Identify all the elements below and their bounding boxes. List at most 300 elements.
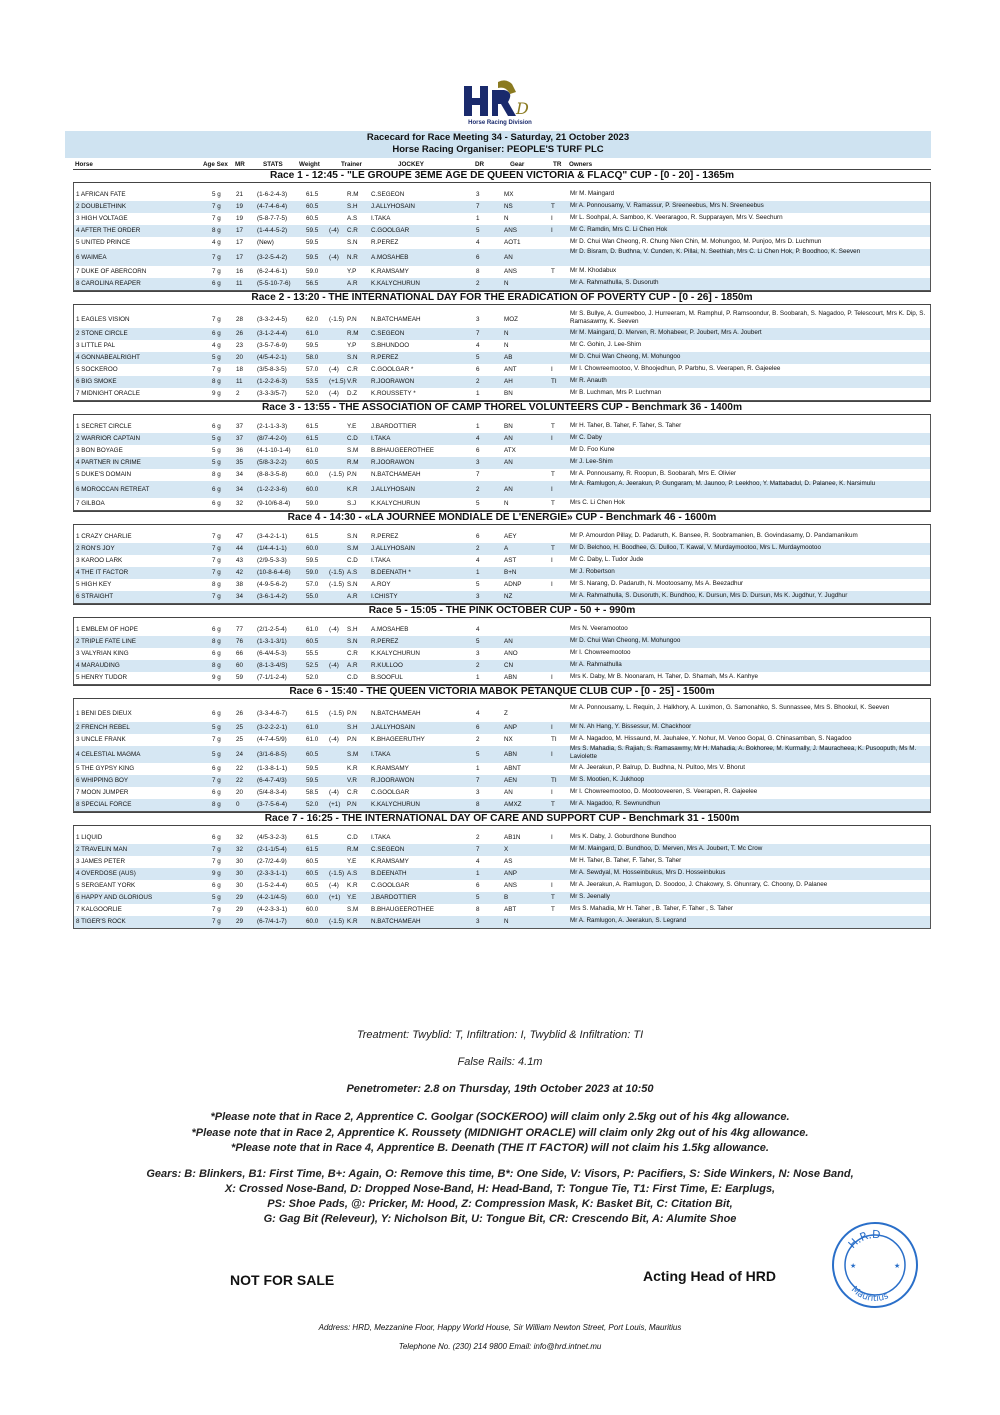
draw: 1 <box>476 390 480 397</box>
runner-row <box>74 618 930 636</box>
false-rails-note: False Rails: 4.1m <box>457 1056 543 1068</box>
trainer: V.R <box>347 777 357 784</box>
runner-row <box>74 525 930 543</box>
age-sex: 7 g <box>212 918 221 925</box>
form-stats: (New) <box>257 239 274 246</box>
form-stats: (5/8-3-2-2) <box>257 459 287 466</box>
race-section <box>73 604 931 685</box>
runner-row <box>74 880 930 892</box>
form-stats: (4-7-4-5/9) <box>257 736 287 743</box>
jockey: J.ALLYHOSAIN <box>371 203 415 210</box>
owners: Mr A. Jeerakun, A. Ramlugon, D. Soodoo, J. Chakowry, S. Ghunrary, C. Choony, D. Palanee <box>570 881 828 888</box>
race-section <box>73 401 931 511</box>
trainer: Y.E <box>347 894 357 901</box>
weight: 59.0 <box>306 268 319 275</box>
trainer: Y.P <box>347 342 357 349</box>
address: Address: HRD, Mezzanine Floor, Happy World House, Sir William Newton Street, Port Louis, Mauritius <box>318 1323 682 1332</box>
weight: 61.5 <box>306 191 319 198</box>
race-section <box>73 812 931 929</box>
jockey: I.CHISTY <box>371 593 398 600</box>
horse-name: 1 SECRET CIRCLE <box>76 423 132 430</box>
draw: 1 <box>476 870 480 877</box>
col-mr: MR <box>235 161 245 168</box>
merit-rating: 29 <box>236 906 244 913</box>
trainer: R.M <box>347 330 359 337</box>
merit-rating: 19 <box>236 215 244 222</box>
form-stats: (1/4-4-1-1) <box>257 545 287 552</box>
gear: ANS <box>504 227 517 234</box>
owners: Mr J. Lee-Shim <box>570 458 613 465</box>
jockey: A.ROY <box>371 581 391 588</box>
form-stats: (3-7-5-6-4) <box>257 801 288 808</box>
weight: 60.0 <box>306 486 319 493</box>
merit-rating: 20 <box>236 789 244 796</box>
merit-rating: 24 <box>236 751 244 758</box>
runner-row <box>74 445 930 457</box>
age-sex: 6 g <box>212 834 221 841</box>
age-sex: 6 g <box>212 765 221 772</box>
form-stats: (4-9-5-6-2) <box>257 581 288 588</box>
treatment: T <box>551 801 555 808</box>
horse-name: 1 BENI DES DIEUX <box>76 710 132 717</box>
race-section <box>73 511 931 604</box>
logo-caption: Horse Racing Division <box>468 120 532 126</box>
jockey: R.PEREZ <box>371 638 399 645</box>
form-stats: (2/9-5-3-3) <box>257 557 287 564</box>
draw: 5 <box>476 894 480 901</box>
weight: 60.0 <box>306 894 319 901</box>
owners: Mr M. Maingard, D. Merven, R. Mohabeer, P. Joubert, Mrs A. Joubert <box>570 329 762 336</box>
age-sex: 5 g <box>212 894 221 901</box>
weight-adjustment: (-4) <box>329 736 339 743</box>
gears-legend-4: G: Gag Bit (Releveur), Y: Nicholson Bit, U: Tongue Bit, CR: Crescendo Bit, A: Alumite Shoe <box>263 1213 737 1225</box>
runner-row <box>74 278 930 290</box>
treatment: I <box>551 486 553 493</box>
hrd-stamp <box>830 1220 920 1310</box>
jockey: K.RAMSAMY <box>371 268 409 275</box>
gear: BN <box>504 390 513 397</box>
form-stats: (1-6-2-4-3) <box>257 191 288 198</box>
allowance-note-3: *Please note that in Race 4, Apprentice B. Deenath (THE IT FACTOR) will not claim his 1.5kg allowance. <box>231 1142 769 1154</box>
horse-name: 6 STRAIGHT <box>76 593 114 600</box>
runner-row <box>74 591 930 603</box>
gear: N <box>504 330 509 337</box>
gear: ABT <box>504 906 517 913</box>
draw: 5 <box>476 500 480 507</box>
svg-text:★: ★ <box>894 1263 901 1270</box>
jockey: R.JOORAWON <box>371 378 415 385</box>
runner-row <box>74 415 930 433</box>
treatment: T <box>551 471 555 478</box>
owners: Mr L. Soohpal, A. Samboo, K. Veeraragoo, R. Supparayen, Mrs V. Seechurn <box>570 214 783 221</box>
race-runners <box>73 415 931 511</box>
trainer: S.N <box>347 239 358 246</box>
owners: Mr A. Rahmathulla <box>570 661 622 668</box>
owners: Mr A. Ponnousamy, L. Requin, J. Halkhory, A. Luximon, G. Samonahko, S. Sunnassee, Mrs S. Bhookul, K. Seeven <box>570 704 890 711</box>
col-owners: Owners <box>569 161 593 168</box>
owners: Mr S. Narang, D. Padaruth, N. Mootoosamy, Ms A. Beezadhur <box>570 580 744 587</box>
horse-name: 8 SPECIAL FORCE <box>76 801 132 808</box>
draw: 7 <box>476 471 480 478</box>
owners: Mr I. Chowreemootoo, D. Mootooveeren, S. Veerapen, R. Gajeelee <box>570 788 758 795</box>
draw: 3 <box>476 650 480 657</box>
gear: N <box>504 215 509 222</box>
jockey: K.KALYCHURUN <box>371 280 420 287</box>
form-stats: (1-2-2-3-6) <box>257 486 288 493</box>
race-title: Race 5 - 15:05 - THE PINK OCTOBER CUP - 50 + - 990m <box>73 604 931 618</box>
weight: 60.5 <box>306 882 319 889</box>
gear: NZ <box>504 593 513 600</box>
jockey: I.TAKA <box>371 435 391 442</box>
col-trainer: Trainer <box>341 161 362 168</box>
runner-row <box>74 746 930 763</box>
weight: 60.5 <box>306 215 319 222</box>
form-stats: (3-6-1-4-2) <box>257 593 288 600</box>
runner-row <box>74 660 930 672</box>
gear: ABN <box>504 751 517 758</box>
draw: 4 <box>476 858 480 865</box>
merit-rating: 25 <box>236 736 244 743</box>
weight: 59.5 <box>306 557 319 564</box>
age-sex: 9 g <box>212 674 221 681</box>
draw: 2 <box>476 834 480 841</box>
jockey: B.BHAUGEEROTHEE <box>371 447 434 454</box>
gear: ANT <box>504 366 517 373</box>
jockey: N.BATCHAMEAH <box>371 918 421 925</box>
stamp-top-text: H.R.D <box>845 1227 881 1252</box>
race-runners <box>73 826 931 929</box>
treatment: T <box>551 545 555 552</box>
race-title: Race 6 - 15:40 - THE QUEEN VICTORIA MABOK PÉTANQUE CLUB CUP - [0 - 25] - 1500m <box>73 685 931 699</box>
treatment-note: Treatment: Twyblid: T, Infiltration: I, Twyblid & Infiltration: TI <box>356 1029 644 1041</box>
weight: 61.0 <box>306 330 319 337</box>
horse-name: 1 EAGLES VISION <box>76 316 130 323</box>
form-stats: (2/1-2-5-4) <box>257 626 287 633</box>
weight: 59.5 <box>306 777 319 784</box>
jockey: N.BATCHAMEAH <box>371 316 421 323</box>
form-stats: (1-2-2-6-3) <box>257 378 288 385</box>
weight: 58.5 <box>306 789 319 796</box>
owners: Mr A. Sewdyal, M. Hosseinbukus, Mrs D. Hosseinbukus <box>570 869 726 876</box>
runner-row <box>74 340 930 352</box>
draw: 6 <box>476 882 480 889</box>
owners: Mr I. Chowreemootoo, V. Bhoojedhun, P. Parbhu, S. Veerapen, R. Gajeelee <box>570 365 781 372</box>
form-stats: (1-3-8-1-1) <box>257 765 288 772</box>
horse-name: 1 AFRICAN FATE <box>76 191 126 198</box>
age-sex: 6 g <box>212 423 221 430</box>
treatment: I <box>551 789 553 796</box>
weight: 61.0 <box>306 736 319 743</box>
horse-name: 1 EMBLEM OF HOPE <box>76 626 138 633</box>
jockey: I.TAKA <box>371 215 391 222</box>
runner-row <box>74 543 930 555</box>
treatment: T <box>551 203 555 210</box>
form-stats: (9-10/6-8-4) <box>257 500 291 507</box>
gear: N <box>504 500 509 507</box>
merit-rating: 2 <box>236 390 240 397</box>
runner-row <box>74 266 930 278</box>
merit-rating: 34 <box>236 471 244 478</box>
form-stats: (1-4-4-5-2) <box>257 227 288 234</box>
gear: AN <box>504 638 513 645</box>
form-stats: (2-7/2-4-9) <box>257 858 287 865</box>
weight: 60.0 <box>306 545 319 552</box>
draw: 1 <box>476 674 480 681</box>
age-sex: 7 g <box>212 366 221 373</box>
horse-name: 1 LIQUID <box>76 834 103 841</box>
race-runners <box>73 305 931 401</box>
runner-row <box>74 916 930 928</box>
form-stats: (10-8-6-4-6) <box>257 569 291 576</box>
trainer: C.D <box>347 557 358 564</box>
horse-name: 2 RON'S JOY <box>76 545 115 552</box>
draw: 2 <box>476 736 480 743</box>
runner-row <box>74 856 930 868</box>
col-horse: Horse <box>75 161 93 168</box>
horse-name: 4 THE IT FACTOR <box>76 569 129 576</box>
jockey: I.TAKA <box>371 557 391 564</box>
horse-name: 5 DUKE'S DOMAIN <box>76 471 132 478</box>
gear: AB <box>504 354 513 361</box>
draw: 8 <box>476 801 480 808</box>
jockey: K.RAMSAMY <box>371 858 409 865</box>
draw: 4 <box>476 435 480 442</box>
gear: ABNT <box>504 765 521 772</box>
form-stats: (4-2-3-3-1) <box>257 906 288 913</box>
horse-name: 5 HENRY TUDOR <box>76 674 128 681</box>
gear: B <box>504 894 509 901</box>
owners: Mrs S. Mahadia, Mr H. Taher , B. Taher, F. Taher , S. Taher <box>570 905 733 912</box>
horse-name: 7 MOON JUMPER <box>76 789 129 796</box>
draw: 4 <box>476 710 480 717</box>
horse-name: 3 UNCLE FRANK <box>76 736 126 743</box>
weight-adjustment: (-4) <box>329 227 339 234</box>
owners: Mr P. Amourdon Pillay, D. Padaruth, K. Bansee, R. Soobramanien, B. Govindasamy, D. Pandamanikum <box>570 532 858 539</box>
merit-rating: 25 <box>236 724 244 731</box>
col-gear: Gear <box>510 161 525 168</box>
jockey: N.BATCHAMEAH <box>371 710 421 717</box>
treatment: I <box>551 557 553 564</box>
trainer: A.S <box>347 215 358 222</box>
gear: ADNP <box>504 581 522 588</box>
trainer: S.H <box>347 724 358 731</box>
horse-name: 5 THE GYPSY KING <box>76 765 135 772</box>
runner-row <box>74 567 930 579</box>
age-sex: 8 g <box>212 662 221 669</box>
weight-adjustment: (-4) <box>329 366 339 373</box>
owners: Mr H. Taher, B. Taher, F. Taher, S. Taher <box>570 422 682 429</box>
age-sex: 5 g <box>212 354 221 361</box>
age-sex: 5 g <box>212 751 221 758</box>
telephone: Telephone No. (230) 214 9800 Email: info@hrd.intnet.mu <box>398 1342 602 1351</box>
form-stats: (1-5-2-4-4) <box>257 882 288 889</box>
merit-rating: 35 <box>236 459 244 466</box>
runner-row <box>74 225 930 237</box>
age-sex: 9 g <box>212 870 221 877</box>
merit-rating: 43 <box>236 557 244 564</box>
trainer: P.N <box>347 316 357 323</box>
trainer: A.S <box>347 569 358 576</box>
merit-rating: 16 <box>236 268 244 275</box>
draw: 4 <box>476 239 480 246</box>
penetrometer-note: Penetrometer: 2.8 on Thursday, 19th October 2023 at 10:50 <box>346 1083 654 1095</box>
form-stats: (8-1-3-4/S) <box>257 662 288 669</box>
jockey: R.PEREZ <box>371 354 399 361</box>
age-sex: 6 g <box>212 710 221 717</box>
age-sex: 7 g <box>212 777 221 784</box>
owners: Mr C. Gohin, J. Lee-Shim <box>570 341 642 348</box>
age-sex: 6 g <box>212 650 221 657</box>
treatment: T <box>551 423 555 430</box>
jockey: K.KALYCHURUN <box>371 650 420 657</box>
gear: AS <box>504 858 513 865</box>
gear: AN <box>504 435 513 442</box>
form-stats: (4-7-4-6-4) <box>257 203 288 210</box>
race-title: Race 2 - 13:20 - THE INTERNATIONAL DAY FOR THE ERADICATION OF POVERTY CUP - [0 - 26] - 1850m <box>73 291 931 305</box>
trainer: C.D <box>347 435 358 442</box>
weight-adjustment: (-4) <box>329 662 339 669</box>
owners: Mr A. Ponnousamy, R. Roopun, B. Soobarah, Mrs E. Olivier <box>570 470 737 477</box>
organiser-line: Horse Racing Organiser: PEOPLE'S TURF PLC <box>392 144 604 155</box>
weight: 59.5 <box>306 227 319 234</box>
owners: Mr A. Ramlugon, A. Jeerakun, S. Legrand <box>570 917 687 924</box>
owners: Mr C. Daby <box>570 434 602 441</box>
age-sex: 4 g <box>212 342 221 349</box>
runner-row <box>74 352 930 364</box>
horse-name: 2 DOUBLETHINK <box>76 203 127 210</box>
runner-row <box>74 305 930 328</box>
runner-row <box>74 904 930 916</box>
weight: 55.5 <box>306 650 319 657</box>
runner-row <box>74 433 930 445</box>
form-stats: (3-3-3/5-7) <box>257 390 287 397</box>
merit-rating: 30 <box>236 858 244 865</box>
runner-row <box>74 892 930 904</box>
trainer: R.M <box>347 846 359 853</box>
age-sex: 6 g <box>212 626 221 633</box>
age-sex: 5 g <box>212 459 221 466</box>
draw: 5 <box>476 581 480 588</box>
draw: 3 <box>476 459 480 466</box>
gear: AOT1 <box>504 239 521 246</box>
gears-legend-1: Gears: B: Blinkers, B1: First Time, B+: Again, O: Remove this time, B*: One Side, V: Visors, P: Pacifiers, S: Side Winkers, N: Nose Band, <box>146 1168 854 1180</box>
jockey: I.TAKA <box>371 751 391 758</box>
merit-rating: 0 <box>236 801 240 808</box>
jockey: R.JOORAWON <box>371 777 415 784</box>
owners: Mr S. Jeenally <box>570 893 610 900</box>
horse-name: 3 HIGH VOLTAGE <box>76 215 128 222</box>
treatment: T <box>551 268 555 275</box>
form-stats: (3-4-2-1-1) <box>257 533 288 540</box>
merit-rating: 59 <box>236 674 244 681</box>
weight-adjustment: (+1) <box>329 894 341 901</box>
merit-rating: 32 <box>236 834 244 841</box>
runner-row <box>74 699 930 722</box>
owners: Mr M. Maingard <box>570 190 615 197</box>
merit-rating: 29 <box>236 894 244 901</box>
gear: MOZ <box>504 316 518 323</box>
horse-name: 3 KAROO LARK <box>76 557 123 564</box>
owners: Mr D. Chui Wan Cheong, M. Mohungoo <box>570 637 681 644</box>
col-weight: Weight <box>299 161 320 168</box>
weight: 58.0 <box>306 354 319 361</box>
draw: 5 <box>476 227 480 234</box>
merit-rating: 37 <box>236 435 244 442</box>
age-sex: 7 g <box>212 215 221 222</box>
merit-rating: 17 <box>236 239 244 246</box>
draw: 4 <box>476 342 480 349</box>
gear: ANO <box>504 650 518 657</box>
horse-name: 7 MIDNIGHT ORACLE <box>76 390 140 397</box>
merit-rating: 29 <box>236 918 244 925</box>
age-sex: 5 g <box>212 435 221 442</box>
draw: 2 <box>476 662 480 669</box>
runner-row <box>74 799 930 811</box>
form-stats: (4/5-3-2-3) <box>257 834 287 841</box>
horse-name: 6 WHIPPING BOY <box>76 777 129 784</box>
horse-name: 4 CELESTIAL MAGMA <box>76 751 141 758</box>
trainer: C.R <box>347 650 358 657</box>
draw: 4 <box>476 626 480 633</box>
merit-rating: 26 <box>236 330 244 337</box>
weight: 60.0 <box>306 906 319 913</box>
age-sex: 7 g <box>212 557 221 564</box>
form-stats: (3-2-5-4-2) <box>257 254 288 261</box>
draw: 1 <box>476 423 480 430</box>
draw: 5 <box>476 638 480 645</box>
age-sex: 7 g <box>212 268 221 275</box>
trainer: K.R <box>347 486 358 493</box>
horse-name: 4 AFTER THE ORDER <box>76 227 141 234</box>
treatment: I <box>551 435 553 442</box>
horse-name: 4 MARAUDING <box>76 662 120 669</box>
weight: 61.5 <box>306 435 319 442</box>
merit-rating: 34 <box>236 486 244 493</box>
merit-rating: 22 <box>236 777 244 784</box>
gear: AN <box>504 459 513 466</box>
horse-name: 3 JAMES PETER <box>76 858 125 865</box>
weight: 62.0 <box>306 316 319 323</box>
form-stats: (3-3-4-6-7) <box>257 710 288 717</box>
trainer: V.R <box>347 378 357 385</box>
owners: Mr N. Ah Hang, Y. Bissessur, M. Chackhoor <box>570 723 692 730</box>
owners: Mr I. Chowreemootoo <box>570 649 631 656</box>
age-sex: 4 g <box>212 239 221 246</box>
weight: 59.5 <box>306 254 319 261</box>
form-stats: (1-3-1-3/1) <box>257 638 287 645</box>
treatment: I <box>551 227 553 234</box>
merit-rating: 26 <box>236 710 244 717</box>
owners: Mr D. Chui Wan Cheong, M. Mohungoo <box>570 353 681 360</box>
merit-rating: 11 <box>236 378 243 385</box>
weight: 61.5 <box>306 533 319 540</box>
form-stats: (6-7/4-1-7) <box>257 918 287 925</box>
runner-row <box>74 636 930 648</box>
runner-row <box>74 648 930 660</box>
horse-name: 6 WAIMEA <box>76 254 107 261</box>
gear: B+N <box>504 569 517 576</box>
col-dr: DR <box>475 161 485 168</box>
form-stats: (4/5-4-2-1) <box>257 354 287 361</box>
owners: Mr A. Jeerakun, P. Balrup, D. Budhna, N. Pultoo, Mrs V. Bhorut <box>570 764 746 771</box>
owners: Mr S. Bullye, A. Gurreeboo, J. Hurreeram, M. Ramphul, P. Ramsoondur, B. Soobarah, S. Nagadoo, P. Telescourt, Mrs K. Dip, S. Ramasawmy, K. Seeven <box>570 310 926 325</box>
weight-adjustment: (-4) <box>329 882 339 889</box>
gear: ATX <box>504 447 516 454</box>
col-stats: STATS <box>263 161 283 168</box>
treatment: TI <box>551 736 557 743</box>
age-sex: 7 g <box>212 846 221 853</box>
draw: 7 <box>476 846 480 853</box>
